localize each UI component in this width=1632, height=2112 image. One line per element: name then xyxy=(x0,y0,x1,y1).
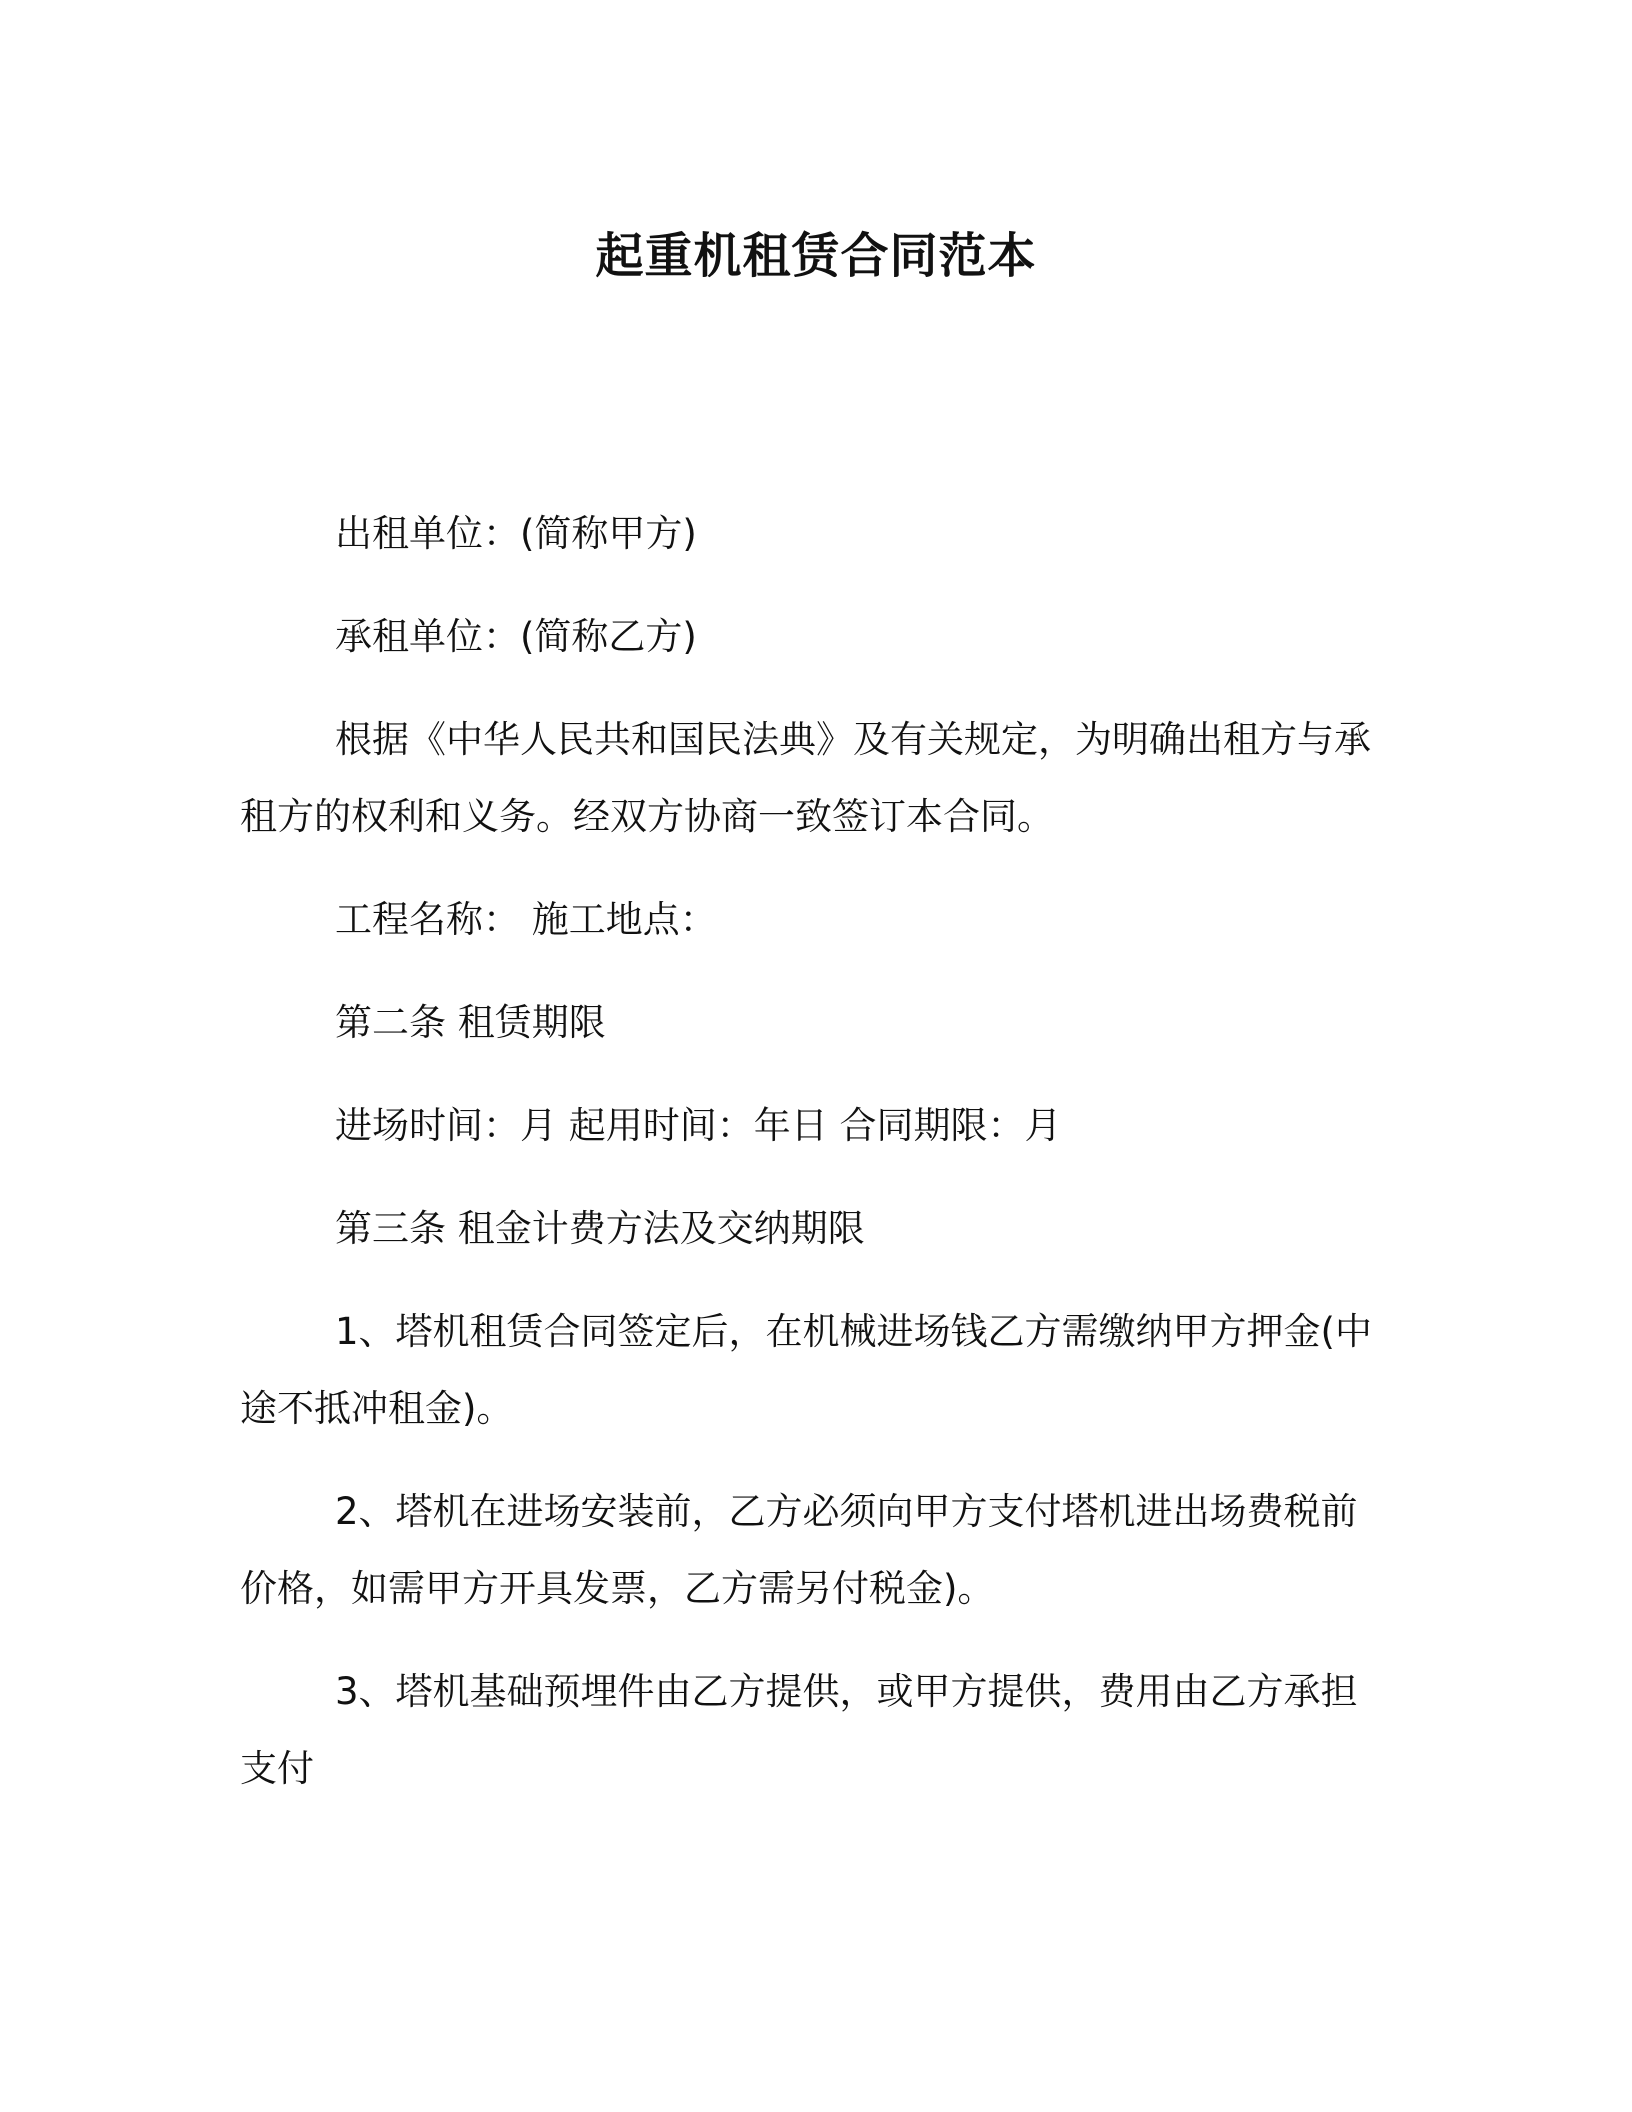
document-body xyxy=(240,495,1390,1833)
preamble-paragraph: 根据《中华人民共和国民法典》及有关规定，为明确出租方与承租方的权利和义务。经双方协商一致签订本合同。 xyxy=(240,718,1371,838)
project-line: 工程名称： 施工地点： xyxy=(335,898,717,941)
document-title: 起重机租赁合同范本 xyxy=(595,228,1037,284)
article-three-heading: 第三条 租金计费方法及交纳期限 xyxy=(335,1207,865,1250)
clause-1: 1、塔机租赁合同签定后，在机械进场钱乙方需缴纳甲方押金(中途不抵冲租金)。 xyxy=(240,1310,1372,1430)
lease-dates-line: 进场时间：月 起用时间：年日 合同期限：月 xyxy=(335,1104,1062,1147)
clause-2: 2、塔机在进场安装前，乙方必须向甲方支付塔机进出场费税前价格，如需甲方开具发票，乙方需另付税金)。 xyxy=(240,1490,1358,1610)
article-two-heading: 第二条 租赁期限 xyxy=(335,1001,606,1044)
lessee-line: 承租单位：(简称乙方) xyxy=(335,615,697,658)
clause-3: 3、塔机基础预埋件由乙方提供，或甲方提供，费用由乙方承担支付 xyxy=(240,1670,1358,1790)
lessor-line: 出租单位：(简称甲方) xyxy=(335,512,697,555)
